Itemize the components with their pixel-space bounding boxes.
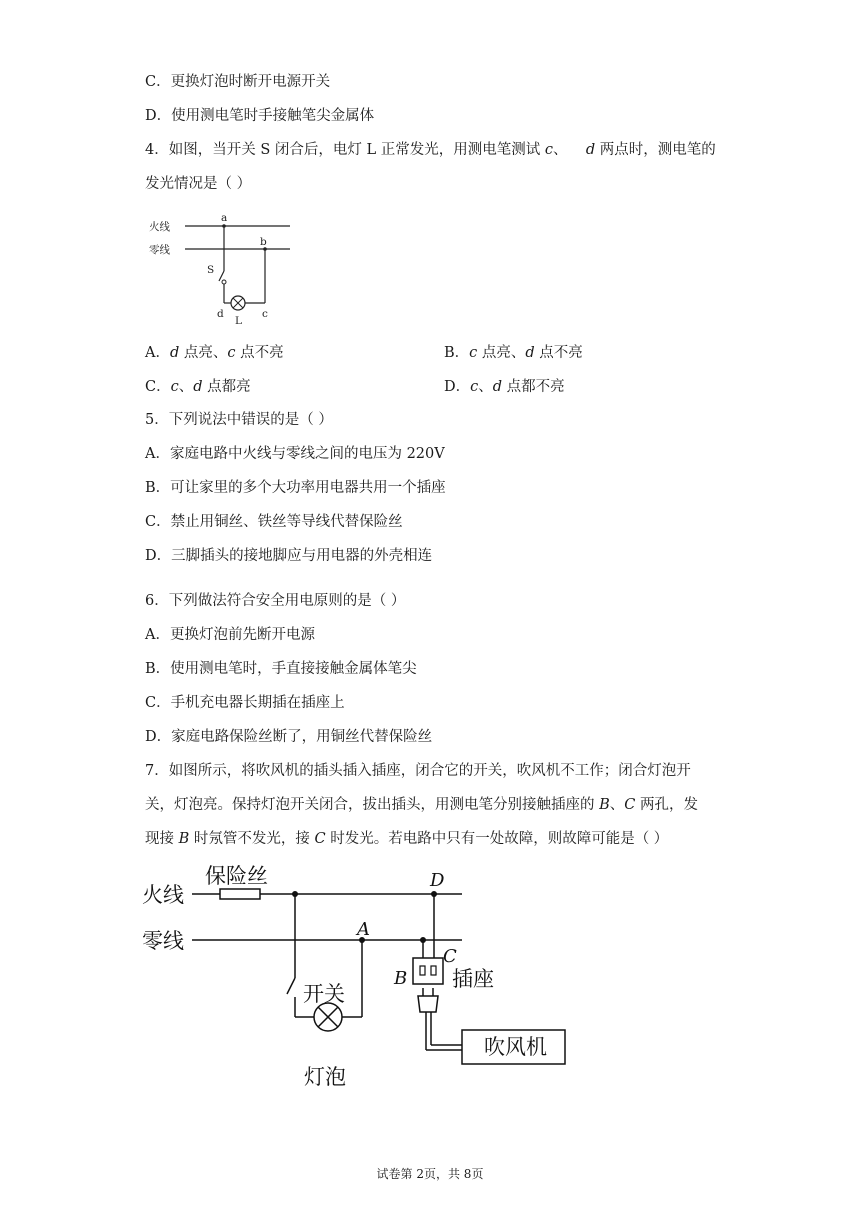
q7-point-b: B: [394, 968, 408, 989]
q6-stem: 6．下列做法符合安全用电原则的是（ ）: [145, 593, 406, 609]
q7-live-label: 火线: [142, 883, 184, 907]
q7-stem-line1: 7．如图所示，将吹风机的插头插入插座，闭合它的开关，吹风机不工作；闭合灯泡开: [145, 763, 691, 779]
q7-dryer-label: 吹风机: [484, 1035, 547, 1059]
q7-stem-line3: 现接 B 时氖管不发光，接 C 时发光。若电路中只有一处故障，则故障可能是（ ）: [145, 831, 669, 847]
q4-stem-line2: 发光情况是（ ）: [145, 176, 252, 192]
q4-switch-label: S: [207, 264, 215, 276]
q5-option-a: A．家庭电路中火线与零线之间的电压为 220V: [145, 446, 445, 462]
q7-stem-line2: 关，灯泡亮。保持灯泡开关闭合，拔出插头，用测电笔分别接触插座的 B、C 两孔，发: [145, 797, 698, 813]
q4-option-b: B．c 点亮、d 点不亮: [444, 345, 583, 361]
q7-switch-label: 开关: [303, 982, 345, 1006]
q4-point-d: d: [217, 308, 224, 320]
q7-point-d: D: [430, 870, 445, 891]
q7-circuit-diagram: [140, 860, 580, 1100]
q7-socket-label: 插座: [452, 967, 494, 991]
q3-option-c: C．更换灯泡时断开电源开关: [145, 74, 331, 90]
q4-option-c: C．c、d 点都亮: [145, 379, 251, 395]
q7-neutral-label: 零线: [142, 929, 184, 953]
q7-point-c: C: [443, 946, 457, 967]
q7-fuse-label: 保险丝: [205, 864, 268, 888]
q6-option-a: A．更换灯泡前先断开电源: [145, 627, 315, 643]
q3-option-d: D．使用测电笔时手接触笔尖金属体: [145, 108, 375, 124]
q4-stem-line1: 4．如图，当开关 S 闭合后，电灯 L 正常发光，用测电笔测试 c、 d 两点时，测电笔的: [145, 142, 716, 158]
q4-neutral-label: 零线: [149, 244, 170, 256]
q6-option-c: C．手机充电器长期插在插座上: [145, 695, 345, 711]
q7-point-a: A: [357, 919, 370, 940]
q4-option-a: A．d 点亮、c 点不亮: [145, 345, 284, 361]
q4-point-b: b: [260, 236, 267, 248]
q4-option-d: D．c、d 点都不亮: [444, 379, 565, 395]
q4-point-c: c: [262, 308, 268, 320]
page-footer: 试卷第 2页，共 8页: [376, 1167, 484, 1181]
q5-option-d: D．三脚插头的接地脚应与用电器的外壳相连: [145, 548, 433, 564]
q4-point-a: a: [221, 212, 228, 224]
q5-option-c: C．禁止用铜丝、铁丝等导线代替保险丝: [145, 514, 403, 530]
q5-option-b: B．可让家里的多个大功率用电器共用一个插座: [145, 480, 446, 496]
q4-lamp-label: L: [235, 315, 242, 327]
q6-option-b: B．使用测电笔时，手直接接触金属体笔尖: [145, 661, 417, 677]
q6-option-d: D．家庭电路保险丝断了，用铜丝代替保险丝: [145, 729, 433, 745]
q5-stem: 5．下列说法中错误的是（ ）: [145, 412, 333, 428]
q7-lamp-label: 灯泡: [304, 1065, 346, 1089]
q4-live-label: 火线: [149, 221, 170, 233]
q4-circuit-diagram: [145, 205, 305, 330]
